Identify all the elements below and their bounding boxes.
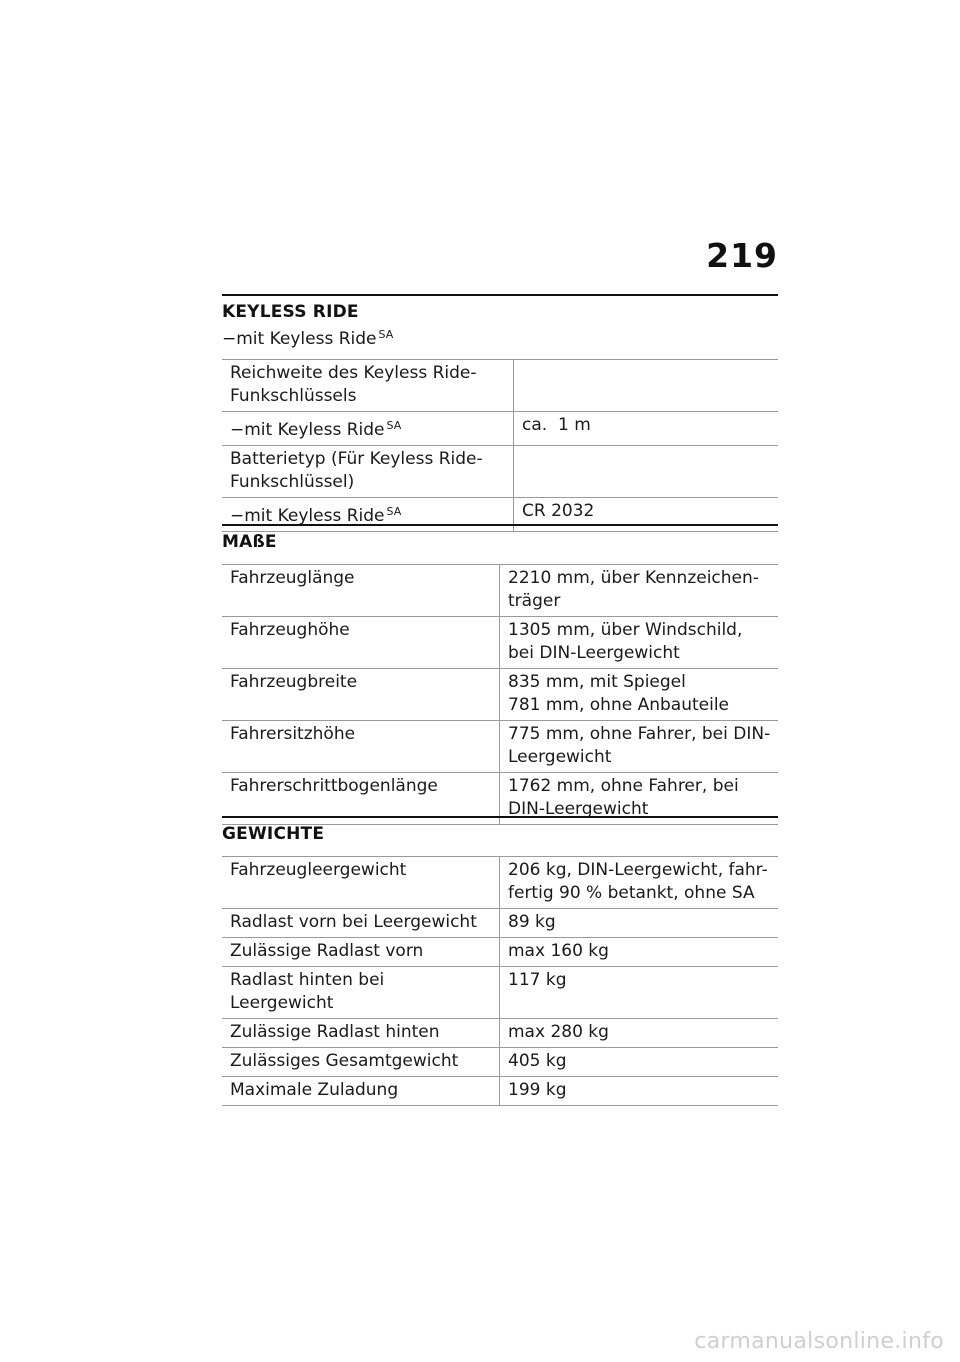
condition-sup: SA <box>378 328 394 341</box>
table-row <box>222 360 778 412</box>
table-row <box>222 1048 778 1077</box>
row-label: Fahrerschrittbogenlänge <box>222 773 500 825</box>
section-rule <box>222 524 778 526</box>
table-row <box>222 1019 778 1048</box>
row-value: CR 2032 <box>514 498 779 532</box>
row-value: 1762 mm, ohne Fahrer, bei DIN-Leergewicht <box>500 773 779 825</box>
section-rule <box>222 816 778 818</box>
row-label: Fahrzeughöhe <box>222 617 500 669</box>
row-value: max 160 kg <box>500 938 779 967</box>
row-value: 2210 mm, über Kennzeichen-träger <box>500 565 779 617</box>
row-label: Zulässige Radlast vorn <box>222 938 500 967</box>
table-row <box>222 669 778 721</box>
table-row <box>222 446 778 498</box>
row-value <box>514 360 779 412</box>
row-label: Zulässiges Gesamtgewicht <box>222 1048 500 1077</box>
row-label: Maximale Zuladung <box>222 1077 500 1106</box>
table-row <box>222 721 778 773</box>
section-title: MAßE <box>222 532 277 552</box>
row-value: 117 kg <box>500 967 779 1019</box>
row-label: Zulässige Radlast hinten <box>222 1019 500 1048</box>
watermark: carmanualsonline.info <box>694 1329 944 1354</box>
row-label: Radlast hinten bei Leergewicht <box>222 967 500 1019</box>
row-value: 1305 mm, über Windschild, bei DIN-Leergewicht <box>500 617 779 669</box>
row-label: Radlast vorn bei Leergewicht <box>222 909 500 938</box>
row-label: Fahrzeugleergewicht <box>222 857 500 909</box>
row-label <box>222 412 514 446</box>
row-value: 206 kg, DIN-Leergewicht, fahr-fertig 90 % betankt, ohne SA <box>500 857 779 909</box>
section-rule <box>222 294 778 296</box>
row-value: ca. 1 m <box>514 412 779 446</box>
section-title: GEWICHTE <box>222 824 325 844</box>
masse-table <box>222 564 778 825</box>
keyless-table <box>222 359 778 532</box>
row-value: 775 mm, ohne Fahrer, bei DIN-Leergewicht <box>500 721 779 773</box>
table-row <box>222 1077 778 1106</box>
table-row <box>222 412 778 446</box>
section-masse <box>222 524 778 825</box>
row-label: Reichweite des Keyless Ride-Funkschlüssels <box>222 360 514 412</box>
row-label: Batterietyp (Für Keyless Ride-Funkschlüssel) <box>222 446 514 498</box>
gewichte-table <box>222 856 778 1106</box>
section-gewichte <box>222 816 778 1106</box>
row-value: max 280 kg <box>500 1019 779 1048</box>
page-number: 219 <box>706 236 778 275</box>
row-value: 405 kg <box>500 1048 779 1077</box>
table-row <box>222 565 778 617</box>
condition-text: −mit Keyless Ride <box>222 329 377 349</box>
row-label: Fahrzeugbreite <box>222 669 500 721</box>
row-label-sup: SA <box>386 419 402 432</box>
row-label-text: −mit Keyless Ride <box>230 506 385 526</box>
section-keyless-ride <box>222 294 778 532</box>
row-label-sup: SA <box>386 505 402 518</box>
row-label-text: −mit Keyless Ride <box>230 420 385 440</box>
condition-note <box>222 328 778 349</box>
row-value <box>514 446 779 498</box>
row-label: Fahrzeuglänge <box>222 565 500 617</box>
table-row <box>222 857 778 909</box>
row-value-line: 781 mm, ohne Anbauteile <box>508 695 730 715</box>
row-value: 199 kg <box>500 1077 779 1106</box>
row-label: Fahrersitzhöhe <box>222 721 500 773</box>
table-row <box>222 909 778 938</box>
table-row <box>222 967 778 1019</box>
section-title: KEYLESS RIDE <box>222 302 359 322</box>
row-value-line: 835 mm, mit Spiegel <box>508 672 686 692</box>
row-value <box>500 669 779 721</box>
row-value: 89 kg <box>500 909 779 938</box>
table-row <box>222 617 778 669</box>
table-row <box>222 938 778 967</box>
